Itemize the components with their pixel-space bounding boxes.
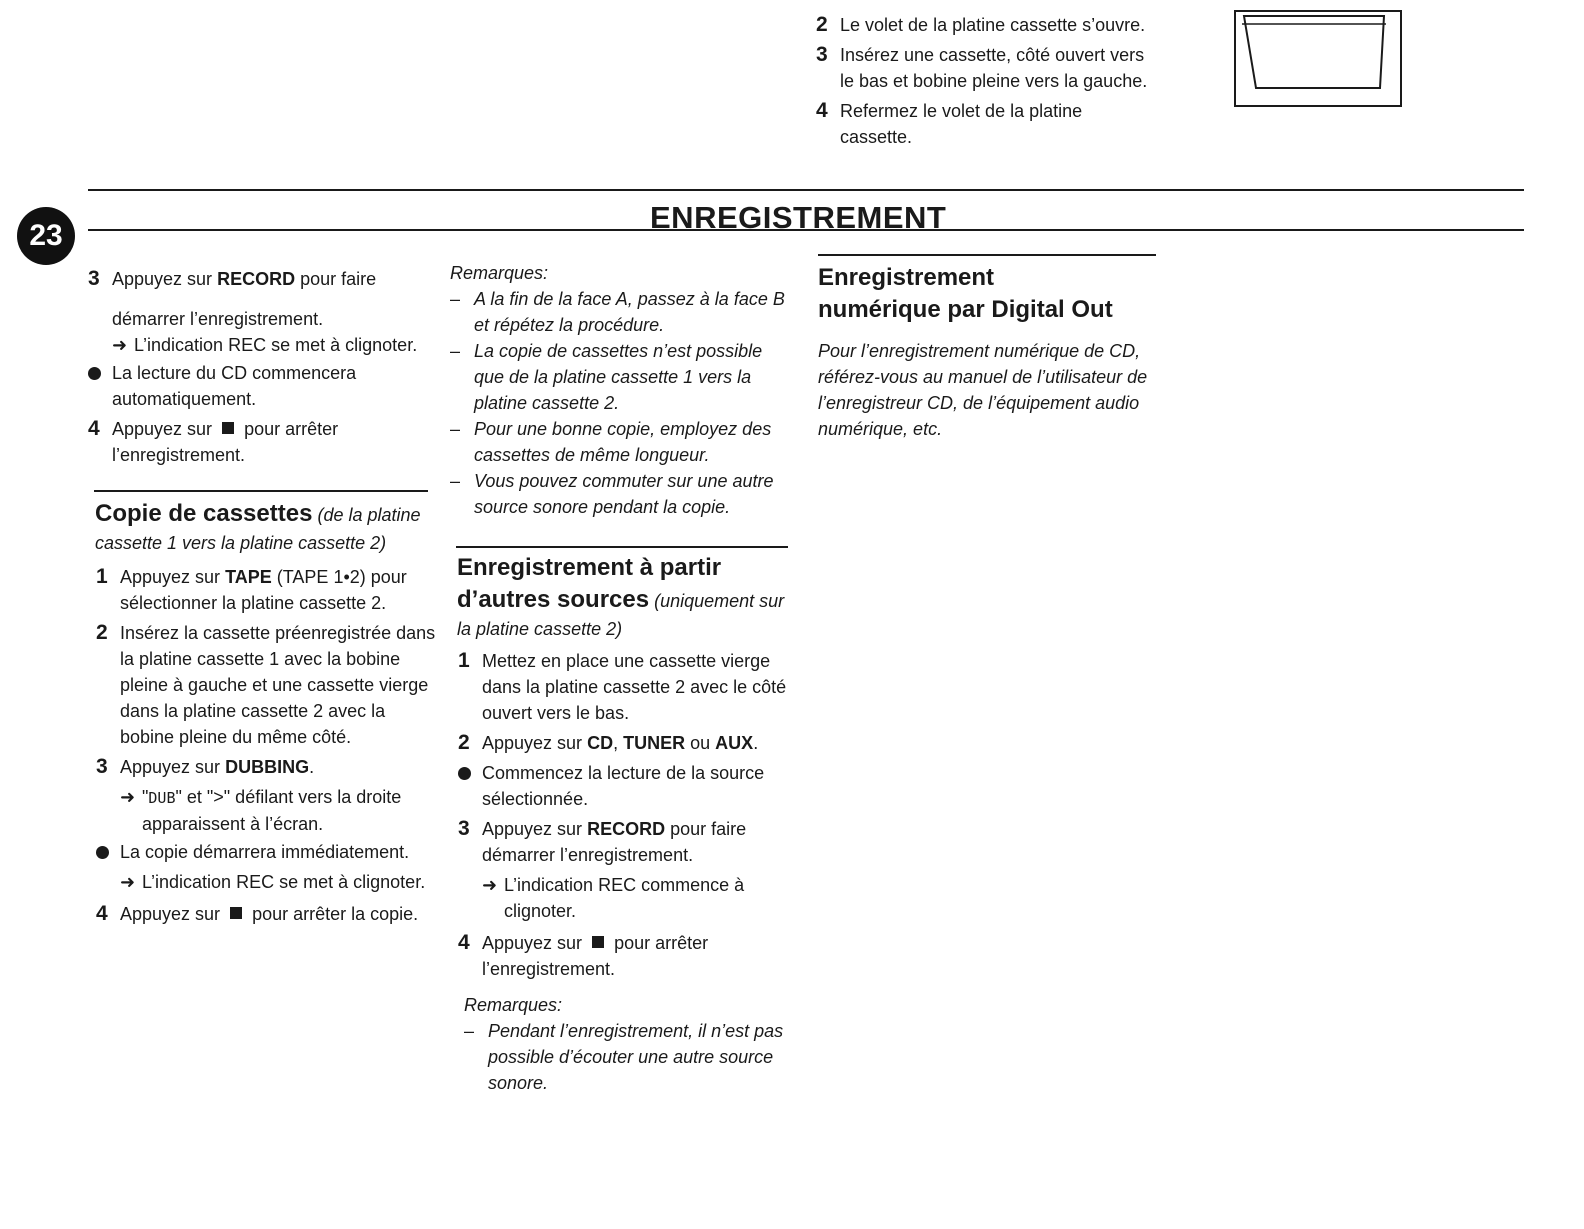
arrow-icon: ➜	[120, 872, 136, 892]
page-number: 23	[29, 219, 63, 252]
other-section-rule	[456, 546, 788, 548]
stop-icon	[230, 907, 242, 919]
copy-step-2: 2 Insérez la cassette préenregistrée dans la platine cassette 1 avec la bobine pleine à gauche et une cassette vierge dans la platine cassette 2 avec la bobine pleine du même côté.	[96, 621, 436, 747]
copy-steps	[88, 564, 438, 927]
other-step-2: 2 Appuyez sur CD, TUNER ou AUX.	[458, 731, 759, 754]
column-1	[88, 266, 438, 931]
column-2	[450, 260, 795, 1096]
other-section-header	[450, 552, 795, 642]
top-rule	[88, 189, 1524, 191]
digital-section-rule	[818, 254, 1156, 256]
page-number-badge	[17, 207, 75, 265]
copy-step-1: 1 Appuyez sur TAPE (TAPE 1•2) pour sélectionner la platine cassette 2.	[96, 565, 407, 613]
bullet-icon	[96, 846, 109, 859]
notes-2-label: Remarques:	[464, 995, 563, 1015]
copy-subheading: (de la platine cassette 1 vers la platine cassette 2)	[95, 505, 421, 553]
rec-indication-copy: ➜ L’indication REC se met à clignoter.	[120, 869, 438, 895]
note-item: – A la fin de la face A, passez à la face B et répétez la procédure.	[450, 289, 785, 335]
other-steps	[450, 648, 795, 982]
other-heading-line1: Enregistrement à partir	[457, 554, 722, 581]
column-3	[818, 254, 1158, 442]
copy-step-3: 3 Appuyez sur DUBBING.	[96, 755, 315, 778]
stop-icon	[222, 422, 234, 434]
other-heading-line2: d’autres sources	[457, 586, 650, 613]
notes-2	[450, 992, 795, 1096]
note-item: – Pour une bonne copie, employez des cassettes de même longueur.	[450, 419, 772, 465]
top-step-2: 2 Le volet de la platine cassette s’ouvre.	[816, 13, 1146, 36]
top-steps	[816, 12, 1156, 154]
bullet-icon	[88, 367, 101, 380]
other-step-1: 1 Mettez en place une cassette vierge dans la platine cassette 2 avec le côté ouvert vers le bas.	[458, 649, 787, 723]
copy-step-4: 4 Appuyez sur pour arrêter la copie.	[96, 902, 419, 925]
note-item: – La copie de cassettes n’est possible que de la platine cassette 1 vers la platine cassette 2.	[450, 341, 763, 413]
other-subheading: (uniquement sur la platine cassette 2)	[457, 591, 785, 639]
copy-section-rule	[94, 490, 428, 492]
notes-label: Remarques:	[450, 263, 549, 283]
note-item: – Vous pouvez commuter sur une autre source sonore pendant la copie.	[450, 471, 774, 517]
dub-display: ➜ "DUB" et ">" défilant vers la droite apparaissent à l’écran.	[120, 784, 438, 837]
digital-text: Pour l’enregistrement numérique de CD, référez-vous au manuel de l’utilisateur de l’enregistreur CD, de l’équipement audio numérique, etc.	[818, 341, 1148, 439]
section-title: ENREGISTREMENT	[650, 200, 947, 235]
record-step-3: 3 Appuyez sur RECORD pour faire	[88, 267, 377, 290]
stop-icon	[592, 936, 604, 948]
digital-heading-line1: Enregistrement	[818, 264, 995, 291]
record-step-4: 4 Appuyez sur pour arrêter l’enregistrement.	[88, 417, 339, 465]
top-step-4: 4 Refermez le volet de la platine cassette.	[816, 99, 1083, 147]
rec-indication-other: ➜ L’indication REC commence à clignoter.	[482, 872, 795, 924]
bullet-cd-playback: La lecture du CD commencera automatiquement.	[88, 360, 438, 412]
record-step-3-cont: démarrer l’enregistrement.	[112, 309, 324, 329]
other-step-4: 4 Appuyez sur pour arrêter l’enregistrement.	[458, 931, 709, 979]
bullet-icon	[458, 767, 471, 780]
bullet-source-playback: Commencez la lecture de la source sélectionnée.	[458, 760, 795, 812]
bullet-copy-start: La copie démarrera immédiatement.	[96, 839, 438, 865]
other-step-3: 3 Appuyez sur RECORD pour faire démarrer l’enregistrement.	[458, 817, 747, 865]
digital-heading-line2: numérique par Digital Out	[818, 296, 1113, 323]
top-step-3: 3 Insérez une cassette, côté ouvert vers le bas et bobine pleine vers la gauche.	[816, 43, 1148, 91]
arrow-icon: ➜	[482, 875, 498, 895]
copy-heading: Copie de cassettes	[95, 500, 313, 527]
rec-indication: ➜ L’indication REC se met à clignoter.	[112, 332, 438, 358]
copy-section-header	[88, 498, 438, 556]
arrow-icon: ➜	[112, 335, 128, 355]
note-item: – Pendant l’enregistrement, il n’est pas possible d’écouter une autre source sonore.	[464, 1021, 784, 1093]
cassette-door-illustration	[1234, 10, 1404, 110]
arrow-icon: ➜	[120, 787, 136, 807]
